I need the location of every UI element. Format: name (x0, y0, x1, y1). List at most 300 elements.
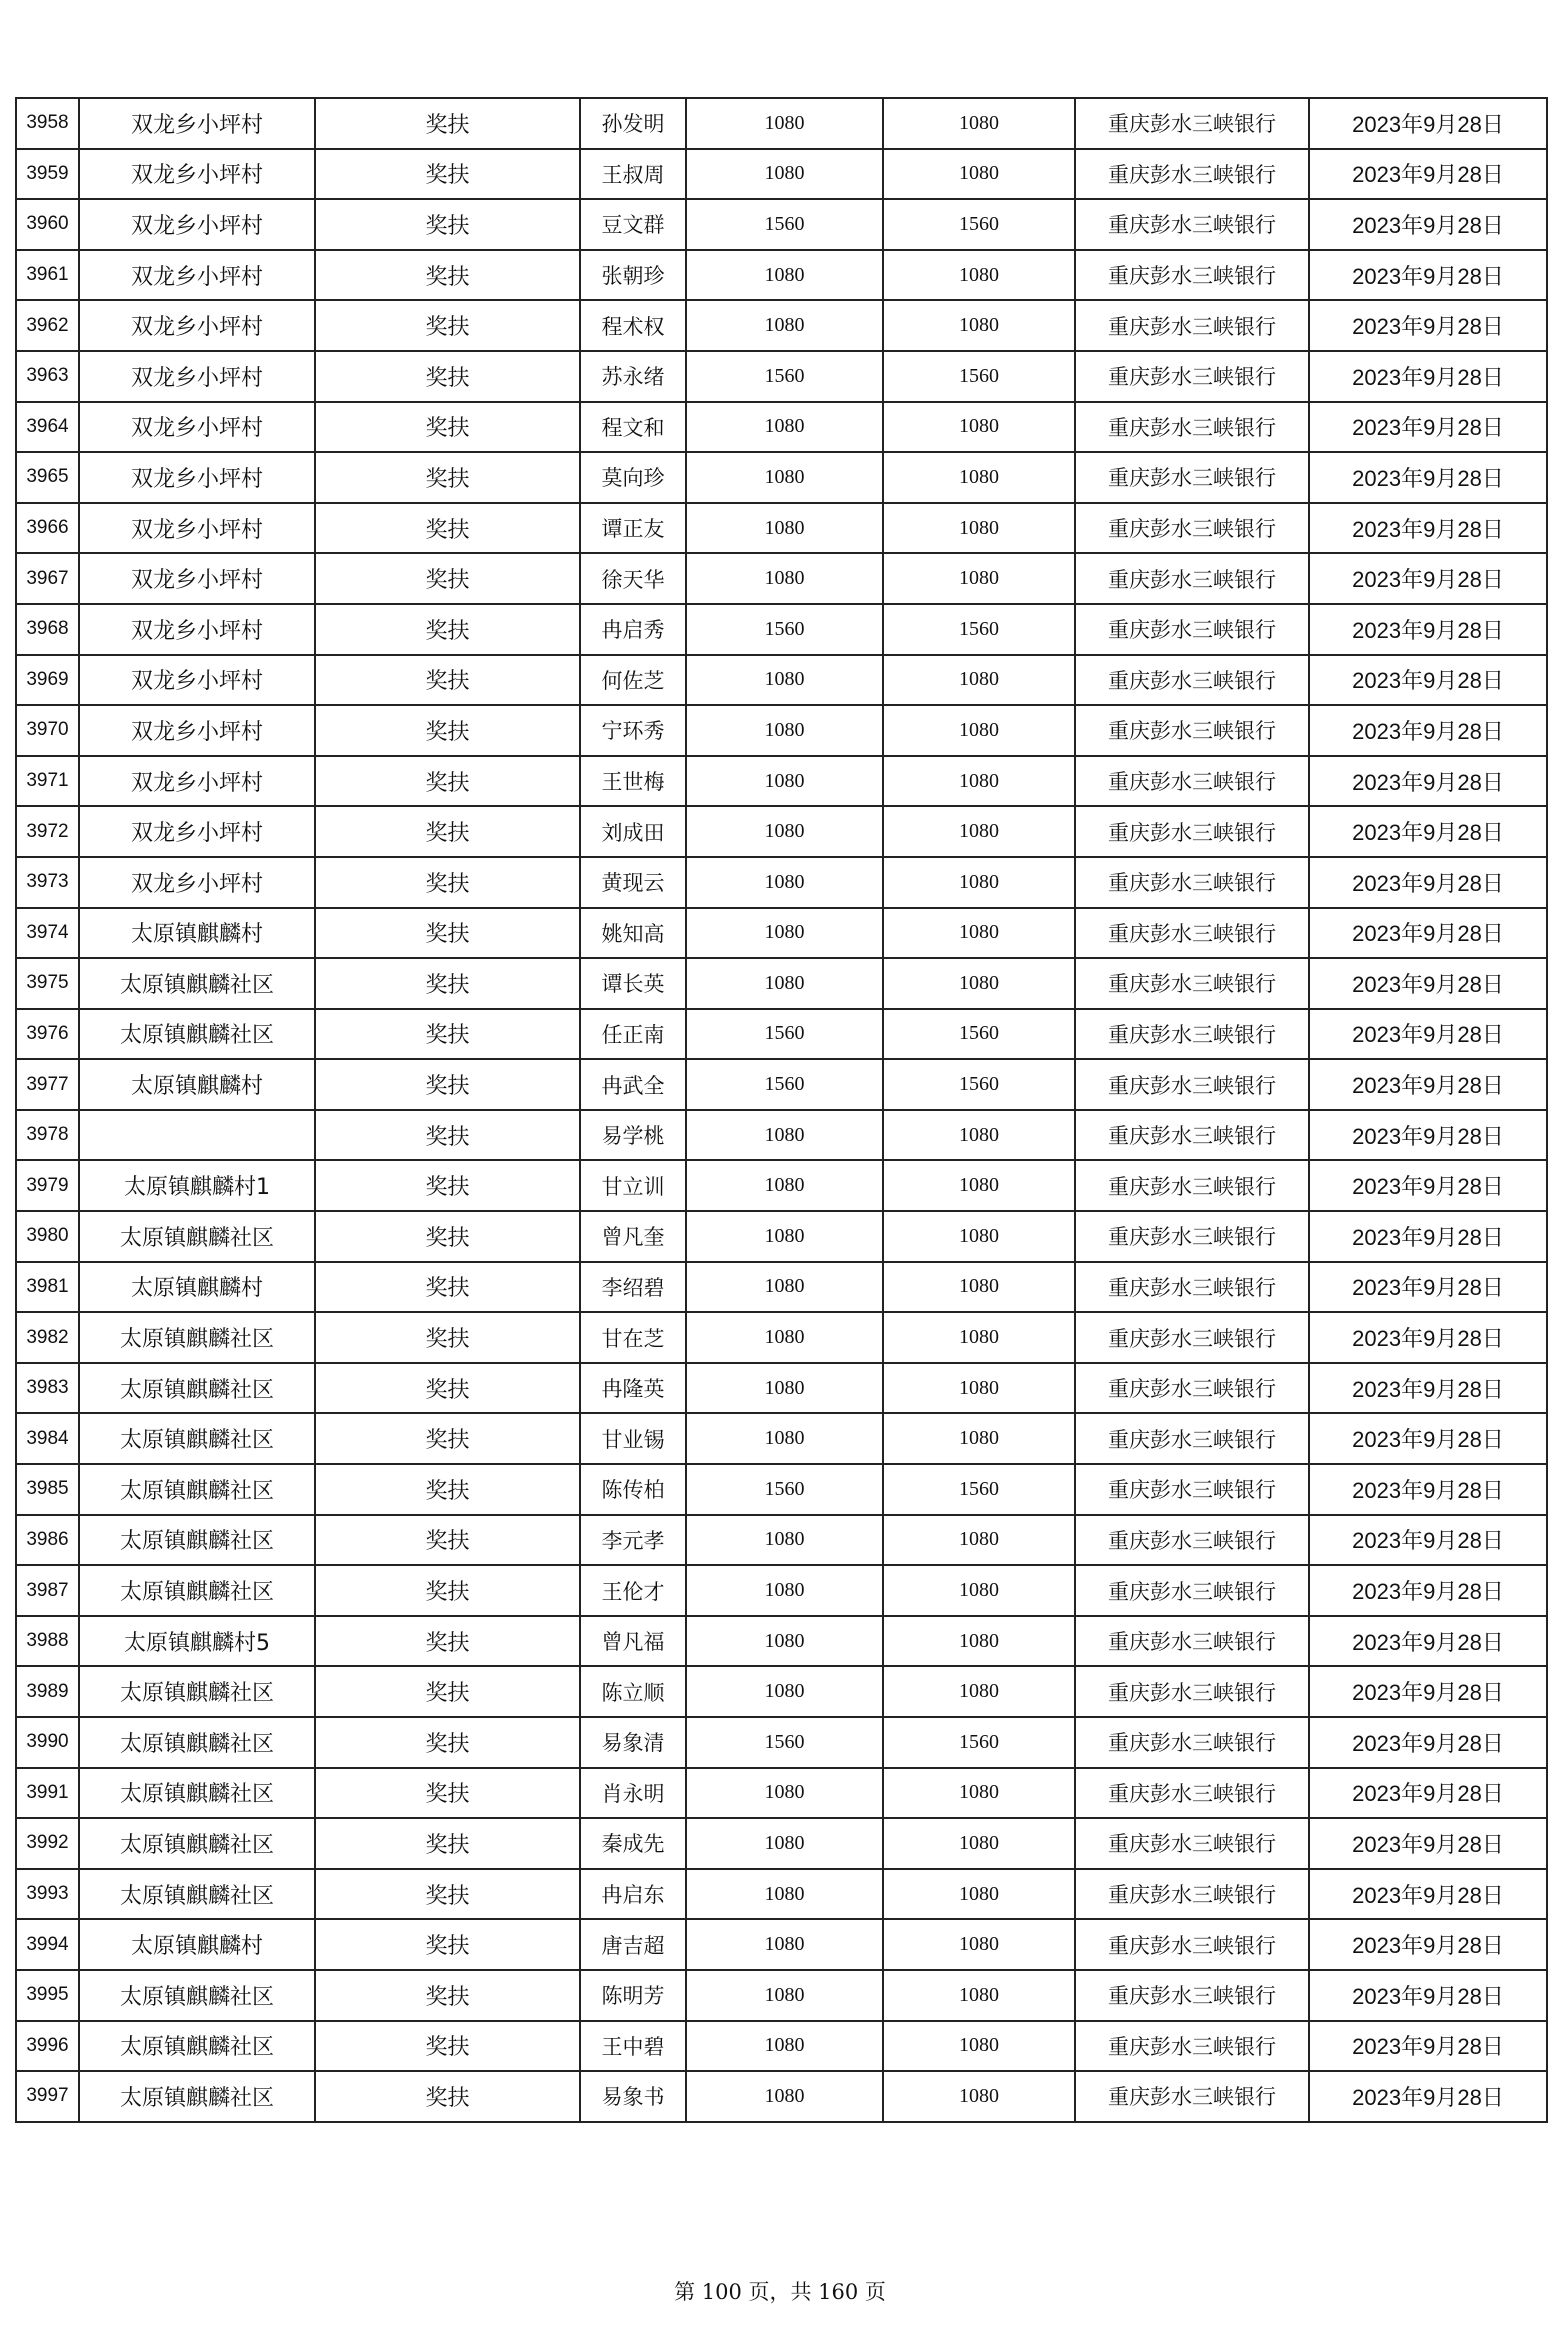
cell-amount: 1560 (686, 1464, 883, 1515)
cell-bank: 重庆彭水三峡银行 (1075, 604, 1309, 655)
table-row (16, 1869, 1547, 1920)
cell-subsidy-type: 奖扶 (315, 1312, 580, 1363)
cell-amount-paid: 1080 (883, 1515, 1075, 1566)
cell-person-name: 易学桃 (580, 1110, 686, 1161)
cell-village: 太原镇麒麟村1 (79, 1160, 315, 1211)
cell-bank: 重庆彭水三峡银行 (1075, 98, 1309, 149)
cell-subsidy-type: 奖扶 (315, 604, 580, 655)
cell-amount: 1080 (686, 756, 883, 807)
cell-amount-paid: 1080 (883, 300, 1075, 351)
cell-subsidy-type: 奖扶 (315, 1262, 580, 1313)
cell-amount: 1080 (686, 300, 883, 351)
cell-date: 2023年9月28日 (1309, 250, 1547, 301)
cell-amount-paid: 1080 (883, 705, 1075, 756)
table-row (16, 1009, 1547, 1060)
cell-subsidy-type: 奖扶 (315, 1818, 580, 1869)
table-row (16, 1919, 1547, 1970)
cell-village: 太原镇麒麟社区 (79, 1818, 315, 1869)
cell-record-number: 3987 (16, 1565, 79, 1616)
cell-amount: 1080 (686, 503, 883, 554)
table-row (16, 351, 1547, 402)
cell-record-number: 3966 (16, 503, 79, 554)
cell-amount-paid: 1080 (883, 2071, 1075, 2122)
cell-amount-paid: 1080 (883, 452, 1075, 503)
table-row (16, 2071, 1547, 2122)
cell-bank: 重庆彭水三峡银行 (1075, 2071, 1309, 2122)
cell-bank: 重庆彭水三峡银行 (1075, 351, 1309, 402)
cell-date: 2023年9月28日 (1309, 1363, 1547, 1414)
cell-bank: 重庆彭水三峡银行 (1075, 958, 1309, 1009)
cell-date: 2023年9月28日 (1309, 1464, 1547, 1515)
cell-bank: 重庆彭水三峡银行 (1075, 553, 1309, 604)
cell-bank: 重庆彭水三峡银行 (1075, 1211, 1309, 1262)
cell-bank: 重庆彭水三峡银行 (1075, 2021, 1309, 2072)
cell-amount-paid: 1080 (883, 1818, 1075, 1869)
cell-amount-paid: 1560 (883, 1059, 1075, 1110)
cell-amount: 1080 (686, 908, 883, 959)
cell-person-name: 冉隆英 (580, 1363, 686, 1414)
cell-amount-paid: 1080 (883, 756, 1075, 807)
cell-bank: 重庆彭水三峡银行 (1075, 1110, 1309, 1161)
cell-amount-paid: 1080 (883, 1768, 1075, 1819)
cell-bank: 重庆彭水三峡银行 (1075, 402, 1309, 453)
cell-amount-paid: 1080 (883, 553, 1075, 604)
cell-village: 双龙乡小坪村 (79, 756, 315, 807)
cell-amount: 1080 (686, 1413, 883, 1464)
cell-subsidy-type: 奖扶 (315, 351, 580, 402)
cell-village: 双龙乡小坪村 (79, 857, 315, 908)
page-footer: 第 100 页，共 160 页 (674, 2280, 886, 2304)
cell-bank: 重庆彭水三峡银行 (1075, 1818, 1309, 1869)
cell-amount: 1080 (686, 553, 883, 604)
cell-amount: 1080 (686, 1919, 883, 1970)
table-row (16, 857, 1547, 908)
cell-date: 2023年9月28日 (1309, 958, 1547, 1009)
cell-date: 2023年9月28日 (1309, 1919, 1547, 1970)
cell-record-number: 3983 (16, 1363, 79, 1414)
cell-amount-paid: 1080 (883, 1869, 1075, 1920)
cell-date: 2023年9月28日 (1309, 806, 1547, 857)
cell-person-name: 冉启东 (580, 1869, 686, 1920)
cell-village: 双龙乡小坪村 (79, 351, 315, 402)
cell-person-name: 姚知高 (580, 908, 686, 959)
cell-person-name: 易象清 (580, 1717, 686, 1768)
cell-amount-paid: 1560 (883, 199, 1075, 250)
cell-amount: 1080 (686, 98, 883, 149)
cell-person-name: 苏永绪 (580, 351, 686, 402)
table-row (16, 756, 1547, 807)
cell-village: 双龙乡小坪村 (79, 503, 315, 554)
cell-record-number: 3979 (16, 1160, 79, 1211)
cell-amount-paid: 1080 (883, 1160, 1075, 1211)
cell-record-number: 3974 (16, 908, 79, 959)
cell-record-number: 3980 (16, 1211, 79, 1262)
cell-date: 2023年9月28日 (1309, 756, 1547, 807)
cell-date: 2023年9月28日 (1309, 300, 1547, 351)
cell-village: 太原镇麒麟社区 (79, 1565, 315, 1616)
cell-person-name: 甘立训 (580, 1160, 686, 1211)
cell-village: 双龙乡小坪村 (79, 300, 315, 351)
cell-amount-paid: 1560 (883, 1009, 1075, 1060)
cell-subsidy-type: 奖扶 (315, 958, 580, 1009)
cell-village: 太原镇麒麟社区 (79, 1363, 315, 1414)
cell-village: 双龙乡小坪村 (79, 553, 315, 604)
cell-record-number: 3989 (16, 1666, 79, 1717)
cell-village: 双龙乡小坪村 (79, 250, 315, 301)
cell-subsidy-type: 奖扶 (315, 1464, 580, 1515)
cell-subsidy-type: 奖扶 (315, 1970, 580, 2021)
table-row (16, 1110, 1547, 1161)
cell-person-name: 王伦才 (580, 1565, 686, 1616)
table-row (16, 908, 1547, 959)
cell-date: 2023年9月28日 (1309, 452, 1547, 503)
table-row (16, 402, 1547, 453)
cell-date: 2023年9月28日 (1309, 402, 1547, 453)
cell-subsidy-type: 奖扶 (315, 1515, 580, 1566)
table-row (16, 1160, 1547, 1211)
cell-record-number: 3971 (16, 756, 79, 807)
cell-subsidy-type: 奖扶 (315, 1565, 580, 1616)
cell-subsidy-type: 奖扶 (315, 1413, 580, 1464)
cell-record-number: 3969 (16, 655, 79, 706)
cell-amount-paid: 1080 (883, 1616, 1075, 1667)
cell-village: 双龙乡小坪村 (79, 655, 315, 706)
cell-subsidy-type: 奖扶 (315, 1363, 580, 1414)
cell-person-name: 陈立顺 (580, 1666, 686, 1717)
cell-person-name: 刘成田 (580, 806, 686, 857)
cell-record-number: 3981 (16, 1262, 79, 1313)
cell-record-number: 3986 (16, 1515, 79, 1566)
cell-village: 太原镇麒麟村 (79, 1059, 315, 1110)
cell-bank: 重庆彭水三峡银行 (1075, 300, 1309, 351)
cell-bank: 重庆彭水三峡银行 (1075, 806, 1309, 857)
cell-record-number: 3960 (16, 199, 79, 250)
cell-amount-paid: 1080 (883, 1312, 1075, 1363)
cell-date: 2023年9月28日 (1309, 1515, 1547, 1566)
cell-date: 2023年9月28日 (1309, 553, 1547, 604)
cell-bank: 重庆彭水三峡银行 (1075, 452, 1309, 503)
cell-record-number: 3978 (16, 1110, 79, 1161)
cell-person-name: 张朝珍 (580, 250, 686, 301)
cell-subsidy-type: 奖扶 (315, 857, 580, 908)
cell-person-name: 曾凡福 (580, 1616, 686, 1667)
cell-bank: 重庆彭水三峡银行 (1075, 1363, 1309, 1414)
table-row (16, 1666, 1547, 1717)
cell-date: 2023年9月28日 (1309, 351, 1547, 402)
table-row (16, 1413, 1547, 1464)
cell-person-name: 甘业锡 (580, 1413, 686, 1464)
cell-date: 2023年9月28日 (1309, 1009, 1547, 1060)
cell-record-number: 3973 (16, 857, 79, 908)
cell-village: 双龙乡小坪村 (79, 402, 315, 453)
cell-date: 2023年9月28日 (1309, 1666, 1547, 1717)
table-row (16, 958, 1547, 1009)
cell-village: 双龙乡小坪村 (79, 199, 315, 250)
cell-person-name: 陈明芳 (580, 1970, 686, 2021)
cell-person-name: 王世梅 (580, 756, 686, 807)
cell-person-name: 程文和 (580, 402, 686, 453)
cell-record-number: 3975 (16, 958, 79, 1009)
cell-bank: 重庆彭水三峡银行 (1075, 503, 1309, 554)
cell-person-name: 莫向珍 (580, 452, 686, 503)
cell-bank: 重庆彭水三峡银行 (1075, 1919, 1309, 1970)
cell-record-number: 3994 (16, 1919, 79, 1970)
cell-date: 2023年9月28日 (1309, 1110, 1547, 1161)
cell-date: 2023年9月28日 (1309, 1717, 1547, 1768)
cell-amount: 1080 (686, 1666, 883, 1717)
cell-amount-paid: 1080 (883, 402, 1075, 453)
cell-date: 2023年9月28日 (1309, 604, 1547, 655)
cell-person-name: 曾凡奎 (580, 1211, 686, 1262)
cell-village: 太原镇麒麟村5 (79, 1616, 315, 1667)
cell-date: 2023年9月28日 (1309, 1413, 1547, 1464)
cell-village (79, 1110, 315, 1161)
table-row (16, 806, 1547, 857)
cell-record-number: 3995 (16, 1970, 79, 2021)
cell-person-name: 李绍碧 (580, 1262, 686, 1313)
cell-person-name: 王中碧 (580, 2021, 686, 2072)
cell-record-number: 3985 (16, 1464, 79, 1515)
cell-bank: 重庆彭水三峡银行 (1075, 149, 1309, 200)
table-row (16, 655, 1547, 706)
table-row (16, 1464, 1547, 1515)
cell-date: 2023年9月28日 (1309, 149, 1547, 200)
cell-subsidy-type: 奖扶 (315, 149, 580, 200)
cell-village: 太原镇麒麟村 (79, 1262, 315, 1313)
cell-subsidy-type: 奖扶 (315, 1059, 580, 1110)
cell-amount-paid: 1080 (883, 1970, 1075, 2021)
cell-record-number: 3996 (16, 2021, 79, 2072)
cell-date: 2023年9月28日 (1309, 655, 1547, 706)
cell-subsidy-type: 奖扶 (315, 300, 580, 351)
cell-subsidy-type: 奖扶 (315, 1666, 580, 1717)
cell-person-name: 任正南 (580, 1009, 686, 1060)
cell-record-number: 3959 (16, 149, 79, 200)
cell-amount: 1080 (686, 1616, 883, 1667)
cell-bank: 重庆彭水三峡银行 (1075, 1312, 1309, 1363)
cell-subsidy-type: 奖扶 (315, 655, 580, 706)
cell-subsidy-type: 奖扶 (315, 1009, 580, 1060)
cell-subsidy-type: 奖扶 (315, 1717, 580, 1768)
cell-bank: 重庆彭水三峡银行 (1075, 1970, 1309, 2021)
cell-date: 2023年9月28日 (1309, 1818, 1547, 1869)
cell-bank: 重庆彭水三峡银行 (1075, 1262, 1309, 1313)
table-row (16, 199, 1547, 250)
cell-amount: 1560 (686, 1717, 883, 1768)
cell-subsidy-type: 奖扶 (315, 1211, 580, 1262)
cell-village: 太原镇麒麟村 (79, 908, 315, 959)
table-row (16, 1768, 1547, 1819)
cell-date: 2023年9月28日 (1309, 1869, 1547, 1920)
table-row (16, 1363, 1547, 1414)
cell-amount-paid: 1560 (883, 1464, 1075, 1515)
cell-village: 双龙乡小坪村 (79, 98, 315, 149)
cell-record-number: 3967 (16, 553, 79, 604)
cell-bank: 重庆彭水三峡银行 (1075, 1717, 1309, 1768)
cell-amount: 1080 (686, 250, 883, 301)
cell-person-name: 肖永明 (580, 1768, 686, 1819)
table-row (16, 503, 1547, 554)
cell-date: 2023年9月28日 (1309, 1312, 1547, 1363)
table-row (16, 98, 1547, 149)
cell-village: 太原镇麒麟社区 (79, 2071, 315, 2122)
cell-bank: 重庆彭水三峡银行 (1075, 1009, 1309, 1060)
cell-person-name: 陈传柏 (580, 1464, 686, 1515)
cell-person-name: 孙发明 (580, 98, 686, 149)
cell-village: 太原镇麒麟社区 (79, 1413, 315, 1464)
cell-amount-paid: 1080 (883, 250, 1075, 301)
cell-amount: 1080 (686, 1515, 883, 1566)
cell-amount: 1080 (686, 655, 883, 706)
cell-bank: 重庆彭水三峡银行 (1075, 1413, 1309, 1464)
cell-person-name: 谭长英 (580, 958, 686, 1009)
table-row (16, 1818, 1547, 1869)
cell-amount-paid: 1560 (883, 604, 1075, 655)
cell-amount-paid: 1080 (883, 857, 1075, 908)
table-body (16, 98, 1547, 2122)
cell-amount-paid: 1080 (883, 98, 1075, 149)
cell-amount: 1560 (686, 1009, 883, 1060)
cell-person-name: 何佐芝 (580, 655, 686, 706)
cell-record-number: 3965 (16, 452, 79, 503)
cell-subsidy-type: 奖扶 (315, 2071, 580, 2122)
cell-amount: 1080 (686, 1768, 883, 1819)
cell-amount-paid: 1080 (883, 1363, 1075, 1414)
cell-person-name: 王叔周 (580, 149, 686, 200)
cell-amount-paid: 1080 (883, 655, 1075, 706)
cell-person-name: 甘在芝 (580, 1312, 686, 1363)
cell-record-number: 3968 (16, 604, 79, 655)
cell-amount-paid: 1560 (883, 351, 1075, 402)
cell-person-name: 易象书 (580, 2071, 686, 2122)
cell-village: 太原镇麒麟社区 (79, 1717, 315, 1768)
cell-bank: 重庆彭水三峡银行 (1075, 655, 1309, 706)
cell-date: 2023年9月28日 (1309, 2071, 1547, 2122)
cell-date: 2023年9月28日 (1309, 1616, 1547, 1667)
cell-amount-paid: 1080 (883, 1262, 1075, 1313)
cell-amount-paid: 1080 (883, 1110, 1075, 1161)
cell-subsidy-type: 奖扶 (315, 452, 580, 503)
cell-village: 太原镇麒麟社区 (79, 1211, 315, 1262)
cell-village: 双龙乡小坪村 (79, 604, 315, 655)
cell-village: 太原镇麒麟村 (79, 1919, 315, 1970)
cell-amount: 1080 (686, 1312, 883, 1363)
cell-village: 双龙乡小坪村 (79, 149, 315, 200)
table-row (16, 1717, 1547, 1768)
cell-amount: 1080 (686, 1211, 883, 1262)
cell-amount: 1080 (686, 806, 883, 857)
table-row (16, 705, 1547, 756)
cell-amount-paid: 1080 (883, 908, 1075, 959)
cell-record-number: 3992 (16, 1818, 79, 1869)
table-row (16, 1616, 1547, 1667)
cell-village: 太原镇麒麟社区 (79, 1970, 315, 2021)
cell-record-number: 3977 (16, 1059, 79, 1110)
cell-village: 太原镇麒麟社区 (79, 1515, 315, 1566)
cell-record-number: 3970 (16, 705, 79, 756)
cell-bank: 重庆彭水三峡银行 (1075, 1565, 1309, 1616)
data-table (15, 97, 1548, 2123)
cell-amount: 1560 (686, 351, 883, 402)
cell-amount-paid: 1080 (883, 806, 1075, 857)
cell-bank: 重庆彭水三峡银行 (1075, 250, 1309, 301)
cell-amount: 1080 (686, 958, 883, 1009)
cell-subsidy-type: 奖扶 (315, 1616, 580, 1667)
cell-date: 2023年9月28日 (1309, 705, 1547, 756)
cell-amount: 1080 (686, 149, 883, 200)
cell-amount: 1080 (686, 705, 883, 756)
cell-subsidy-type: 奖扶 (315, 806, 580, 857)
table-row (16, 1565, 1547, 1616)
cell-person-name: 黄现云 (580, 857, 686, 908)
cell-bank: 重庆彭水三峡银行 (1075, 756, 1309, 807)
cell-bank: 重庆彭水三峡银行 (1075, 1515, 1309, 1566)
cell-record-number: 3976 (16, 1009, 79, 1060)
cell-record-number: 3991 (16, 1768, 79, 1819)
cell-village: 双龙乡小坪村 (79, 452, 315, 503)
cell-person-name: 李元孝 (580, 1515, 686, 1566)
cell-record-number: 3997 (16, 2071, 79, 2122)
cell-person-name: 唐吉超 (580, 1919, 686, 1970)
cell-person-name: 谭正友 (580, 503, 686, 554)
cell-bank: 重庆彭水三峡银行 (1075, 857, 1309, 908)
cell-person-name: 冉武全 (580, 1059, 686, 1110)
table-row (16, 1262, 1547, 1313)
cell-amount: 1080 (686, 857, 883, 908)
cell-subsidy-type: 奖扶 (315, 1110, 580, 1161)
cell-subsidy-type: 奖扶 (315, 553, 580, 604)
cell-amount-paid: 1080 (883, 1919, 1075, 1970)
cell-amount: 1080 (686, 2071, 883, 2122)
cell-village: 太原镇麒麟社区 (79, 1768, 315, 1819)
cell-person-name: 冉启秀 (580, 604, 686, 655)
cell-subsidy-type: 奖扶 (315, 98, 580, 149)
cell-amount: 1080 (686, 1565, 883, 1616)
table-row (16, 553, 1547, 604)
cell-village: 太原镇麒麟社区 (79, 1666, 315, 1717)
cell-date: 2023年9月28日 (1309, 1970, 1547, 2021)
table-row (16, 604, 1547, 655)
cell-record-number: 3984 (16, 1413, 79, 1464)
cell-record-number: 3964 (16, 402, 79, 453)
table-row (16, 1312, 1547, 1363)
cell-amount: 1080 (686, 1160, 883, 1211)
cell-date: 2023年9月28日 (1309, 1768, 1547, 1819)
cell-record-number: 3963 (16, 351, 79, 402)
cell-village: 太原镇麒麟社区 (79, 1009, 315, 1060)
cell-record-number: 3961 (16, 250, 79, 301)
cell-amount: 1080 (686, 2021, 883, 2072)
cell-amount: 1080 (686, 452, 883, 503)
cell-amount-paid: 1560 (883, 1717, 1075, 1768)
cell-date: 2023年9月28日 (1309, 503, 1547, 554)
cell-subsidy-type: 奖扶 (315, 756, 580, 807)
table-row (16, 2021, 1547, 2072)
cell-subsidy-type: 奖扶 (315, 1919, 580, 1970)
cell-amount: 1080 (686, 402, 883, 453)
cell-subsidy-type: 奖扶 (315, 1160, 580, 1211)
cell-date: 2023年9月28日 (1309, 1211, 1547, 1262)
cell-amount-paid: 1080 (883, 958, 1075, 1009)
cell-bank: 重庆彭水三峡银行 (1075, 1869, 1309, 1920)
cell-amount-paid: 1080 (883, 2021, 1075, 2072)
cell-subsidy-type: 奖扶 (315, 705, 580, 756)
cell-subsidy-type: 奖扶 (315, 503, 580, 554)
cell-record-number: 3958 (16, 98, 79, 149)
cell-subsidy-type: 奖扶 (315, 908, 580, 959)
cell-date: 2023年9月28日 (1309, 199, 1547, 250)
cell-bank: 重庆彭水三峡银行 (1075, 1464, 1309, 1515)
